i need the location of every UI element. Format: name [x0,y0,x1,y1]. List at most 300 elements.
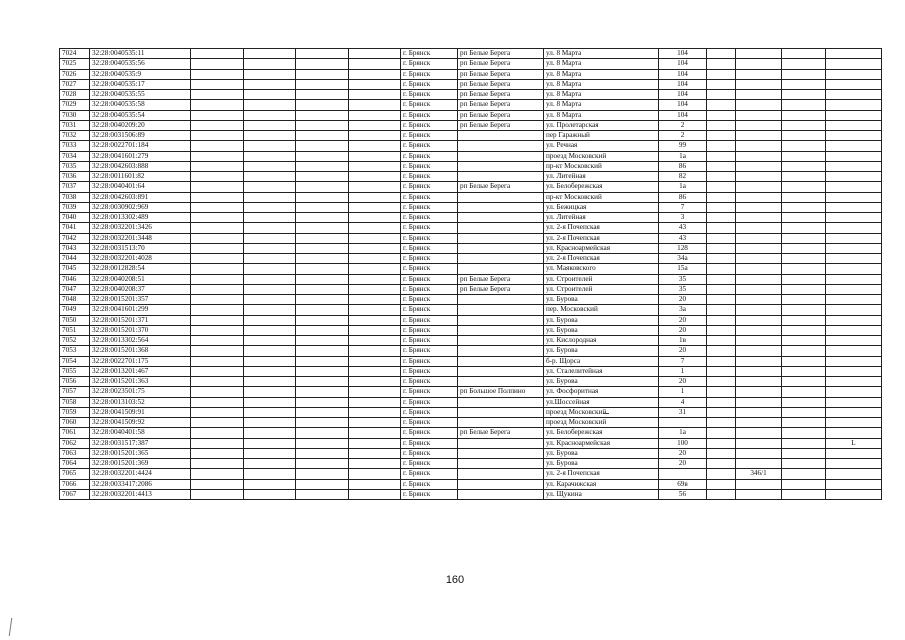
empty-cell [349,151,401,161]
city: г. Брянск [401,131,458,141]
record-number: 7047 [60,284,90,294]
house-number: 1а [659,151,707,161]
empty-cell [707,233,736,243]
empty-cell [296,346,349,356]
record-number: 7040 [60,213,90,223]
empty-cell [782,428,826,438]
district [458,254,544,264]
street: ул. Строителей [544,274,659,284]
empty-cell [349,418,401,428]
empty-cell [191,120,244,130]
city: г. Брянск [401,100,458,110]
record-number: 7054 [60,356,90,366]
empty-cell [349,305,401,315]
empty-cell [782,131,826,141]
cadastral-number: 32:28:0031517:387 [90,438,191,448]
building-number [736,448,782,458]
record-number: 7057 [60,387,90,397]
district: рп Белые Берега [458,79,544,89]
cadastral-number: 32:28:0013201:467 [90,366,191,376]
empty-cell [191,325,244,335]
empty-cell [296,336,349,346]
cadastral-number: 32:28:0040208:37 [90,284,191,294]
empty-cell [191,141,244,151]
street: ул. Белобережская [544,428,659,438]
empty-cell [782,223,826,233]
building-number [736,131,782,141]
city: г. Брянск [401,366,458,376]
cadastral-number: 32:28:0031506:89 [90,131,191,141]
empty-cell [191,69,244,79]
empty-cell [296,172,349,182]
street: ул. 8 Марта [544,49,659,59]
empty-cell [349,264,401,274]
empty-cell [191,387,244,397]
street: ул. Сталелитейная [544,366,659,376]
house-number: 86 [659,192,707,202]
cadastral-number: 32:28:0015201:365 [90,448,191,458]
empty-cell [349,192,401,202]
street: ул. 8 Марта [544,90,659,100]
empty-cell [296,459,349,469]
empty-cell [707,182,736,192]
empty-cell [191,243,244,253]
record-number: 7048 [60,295,90,305]
street: проезд Московский [544,151,659,161]
table-row [60,213,882,223]
empty-cell [296,49,349,59]
empty-cell [296,131,349,141]
empty-cell [296,356,349,366]
house-number: 104 [659,49,707,59]
note-mark [826,459,882,469]
empty-cell [349,131,401,141]
empty-cell [244,418,296,428]
empty-cell [296,418,349,428]
empty-cell [296,192,349,202]
house-number: 4 [659,397,707,407]
note-mark [826,356,882,366]
empty-cell [782,397,826,407]
page-number: 160 [445,574,465,586]
empty-cell [191,377,244,387]
city: г. Брянск [401,120,458,130]
empty-cell [191,356,244,366]
record-number: 7032 [60,131,90,141]
district: рп Белые Берега [458,90,544,100]
cadastral-number: 32:28:0040535:17 [90,79,191,89]
street: ул. 2-я Почепская [544,469,659,479]
building-number [736,213,782,223]
empty-cell [244,59,296,69]
table-row [60,120,882,130]
house-number: 104 [659,69,707,79]
cadastral-number: 32:28:0015201:370 [90,325,191,335]
house-number: 43 [659,233,707,243]
empty-cell [782,243,826,253]
record-number: 7037 [60,182,90,192]
empty-cell [707,161,736,171]
note-mark [826,346,882,356]
record-number: 7056 [60,377,90,387]
empty-cell [296,120,349,130]
street: пер Гаражный [544,131,659,141]
cadastral-number: 32:28:0022701:175 [90,356,191,366]
building-number [736,120,782,130]
building-number [736,479,782,489]
building-number: 346/1 [736,469,782,479]
city: г. Брянск [401,243,458,253]
empty-cell [244,284,296,294]
table-row [60,141,882,151]
table-row [60,59,882,69]
cadastral-number: 32:28:0032201:3426 [90,223,191,233]
table-row [60,274,882,284]
note-mark [826,233,882,243]
district [458,366,544,376]
empty-cell [244,315,296,325]
empty-cell [191,305,244,315]
empty-cell [244,131,296,141]
table-row [60,110,882,120]
empty-cell [244,100,296,110]
cadastral-number: 32:28:0012828:54 [90,264,191,274]
house-number: 20 [659,459,707,469]
house-number: 34а [659,254,707,264]
empty-cell [707,325,736,335]
empty-cell [782,69,826,79]
empty-cell [244,448,296,458]
note-mark [826,182,882,192]
city: г. Брянск [401,90,458,100]
house-number: 20 [659,448,707,458]
empty-cell [296,305,349,315]
empty-cell [191,346,244,356]
cadastral-number: 32:28:0015201:371 [90,315,191,325]
table-row [60,315,882,325]
empty-cell [244,295,296,305]
house-number: 104 [659,90,707,100]
empty-cell [296,202,349,212]
record-number: 7055 [60,366,90,376]
street: ул. 8 Марта [544,110,659,120]
empty-cell [349,459,401,469]
empty-cell [191,315,244,325]
district [458,141,544,151]
empty-cell [782,459,826,469]
note-mark [826,151,882,161]
empty-cell [707,397,736,407]
note-mark [826,448,882,458]
table-row [60,69,882,79]
record-number: 7042 [60,233,90,243]
note-mark [826,120,882,130]
cadastral-number: 32:28:0041601:299 [90,305,191,315]
empty-cell [244,479,296,489]
empty-cell [244,336,296,346]
house-number: 7 [659,202,707,212]
city: г. Брянск [401,295,458,305]
cadastral-number: 32:28:0040208:51 [90,274,191,284]
empty-cell [349,69,401,79]
building-number [736,336,782,346]
empty-cell [707,90,736,100]
empty-cell [191,131,244,141]
empty-cell [707,110,736,120]
record-number: 7059 [60,407,90,417]
district [458,305,544,315]
empty-cell [191,438,244,448]
building-number [736,346,782,356]
empty-cell [782,356,826,366]
street: ул. Маяковского [544,264,659,274]
empty-cell [782,172,826,182]
city: г. Брянск [401,356,458,366]
empty-cell [349,141,401,151]
table-row [60,79,882,89]
house-number: 128 [659,243,707,253]
empty-cell [244,213,296,223]
empty-cell [707,49,736,59]
note-mark [826,305,882,315]
building-number [736,59,782,69]
house-number: 35 [659,274,707,284]
table-row [60,325,882,335]
empty-cell [782,79,826,89]
empty-cell [782,110,826,120]
cadastral-number: 32:28:0040535:58 [90,100,191,110]
building-number [736,172,782,182]
note-mark [826,131,882,141]
empty-cell [296,79,349,89]
building-number [736,254,782,264]
record-number: 7060 [60,418,90,428]
empty-cell [296,428,349,438]
cadastral-number: 32:28:0040535:11 [90,49,191,59]
empty-cell [296,264,349,274]
record-number: 7041 [60,223,90,233]
district: рп Белые Берега [458,59,544,69]
city: г. Брянск [401,438,458,448]
street: ул. Красноармейская [544,243,659,253]
table-row [60,438,882,448]
house-number: 104 [659,100,707,110]
empty-cell [349,223,401,233]
note-mark [826,407,882,417]
empty-cell [707,202,736,212]
empty-cell [707,69,736,79]
note-mark [826,325,882,335]
empty-cell [296,90,349,100]
empty-cell [782,448,826,458]
district: рп Белые Берега [458,110,544,120]
note-mark [826,202,882,212]
district [458,131,544,141]
house-number: 20 [659,325,707,335]
building-number [736,223,782,233]
city: г. Брянск [401,151,458,161]
empty-cell [244,459,296,469]
cadastral-number: 32:28:0032201:3448 [90,233,191,243]
house-number: 2 [659,120,707,130]
house-number: 43 [659,223,707,233]
empty-cell [191,254,244,264]
empty-cell [349,172,401,182]
note-mark [826,315,882,325]
city: г. Брянск [401,336,458,346]
empty-cell [349,213,401,223]
note-mark [826,49,882,59]
empty-cell [191,182,244,192]
note-mark [826,418,882,428]
house-number: 104 [659,79,707,89]
record-number: 7058 [60,397,90,407]
table-row [60,377,882,387]
empty-cell [782,346,826,356]
table-row [60,264,882,274]
street: ул. Пролетарская [544,120,659,130]
empty-cell [296,69,349,79]
table-row [60,161,882,171]
empty-cell [244,254,296,264]
empty-cell [296,213,349,223]
record-number: 7053 [60,346,90,356]
building-number [736,192,782,202]
street: ул. Карачижская [544,479,659,489]
house-number: 69в [659,479,707,489]
house-number: 56 [659,489,707,499]
table-row [60,489,882,499]
cadastral-number: 32:28:0042603:888 [90,161,191,171]
building-number [736,141,782,151]
table-row [60,172,882,182]
house-number: 2 [659,131,707,141]
empty-cell [349,315,401,325]
record-number: 7061 [60,428,90,438]
record-number: 7026 [60,69,90,79]
cadastral-number: 32:28:0040209:20 [90,120,191,130]
empty-cell [782,336,826,346]
empty-cell [244,172,296,182]
empty-cell [191,479,244,489]
empty-cell [349,438,401,448]
district [458,202,544,212]
cadastral-number: 32:28:0015201:368 [90,346,191,356]
building-number [736,151,782,161]
empty-cell [707,489,736,499]
record-number: 7065 [60,469,90,479]
note-mark [826,387,882,397]
empty-cell [349,356,401,366]
building-number [736,69,782,79]
empty-cell [349,100,401,110]
empty-cell [244,346,296,356]
cadastral-number: 32:28:0032201:4413 [90,489,191,499]
district [458,479,544,489]
note-mark [826,469,882,479]
empty-cell [349,448,401,458]
cadastral-number: 32:28:0030902:969 [90,202,191,212]
note-mark [826,69,882,79]
empty-cell [191,213,244,223]
district [458,469,544,479]
street: пр-кт Московский [544,192,659,202]
record-number: 7027 [60,79,90,89]
record-number: 7038 [60,192,90,202]
note-mark [826,161,882,171]
cadastral-number: 32:28:0013103:52 [90,397,191,407]
district [458,377,544,387]
empty-cell [296,479,349,489]
building-number [736,407,782,417]
house-number: 104 [659,59,707,69]
empty-cell [244,79,296,89]
building-number [736,315,782,325]
empty-cell [782,377,826,387]
house-number: 20 [659,295,707,305]
empty-cell [191,192,244,202]
house-number: 35 [659,284,707,294]
table-row [60,418,882,428]
city: г. Брянск [401,161,458,171]
district [458,448,544,458]
empty-cell [191,489,244,499]
city: г. Брянск [401,407,458,417]
empty-cell [296,438,349,448]
empty-cell [244,397,296,407]
street: ул. Бурова [544,459,659,469]
city: г. Брянск [401,489,458,499]
street: ул. Фосфоритная [544,387,659,397]
district [458,213,544,223]
city: г. Брянск [401,182,458,192]
house-number: 20 [659,377,707,387]
building-number [736,274,782,284]
empty-cell [782,418,826,428]
cadastral-number: 32:28:0013302:564 [90,336,191,346]
street: ул. 2-я Почепская [544,223,659,233]
district [458,151,544,161]
empty-cell [782,59,826,69]
cadastral-number: 32:28:0041601:279 [90,151,191,161]
note-mark [826,479,882,489]
empty-cell [707,264,736,274]
city: г. Брянск [401,377,458,387]
empty-cell [782,295,826,305]
empty-cell [782,151,826,161]
house-number: 7 [659,356,707,366]
empty-cell [707,59,736,69]
city: г. Брянск [401,479,458,489]
empty-cell [191,233,244,243]
registry-table [59,48,882,500]
empty-cell [296,182,349,192]
table-row [60,131,882,141]
note-mark [826,397,882,407]
street: ул. Речная [544,141,659,151]
empty-cell [707,213,736,223]
empty-cell [707,459,736,469]
table-row [60,346,882,356]
city: г. Брянск [401,264,458,274]
empty-cell [296,243,349,253]
street: ул. Литейная [544,213,659,223]
cadastral-number: 32:28:0041509:91 [90,407,191,417]
building-number [736,377,782,387]
empty-cell [191,79,244,89]
street: ул. Белобережская [544,182,659,192]
empty-cell [349,469,401,479]
